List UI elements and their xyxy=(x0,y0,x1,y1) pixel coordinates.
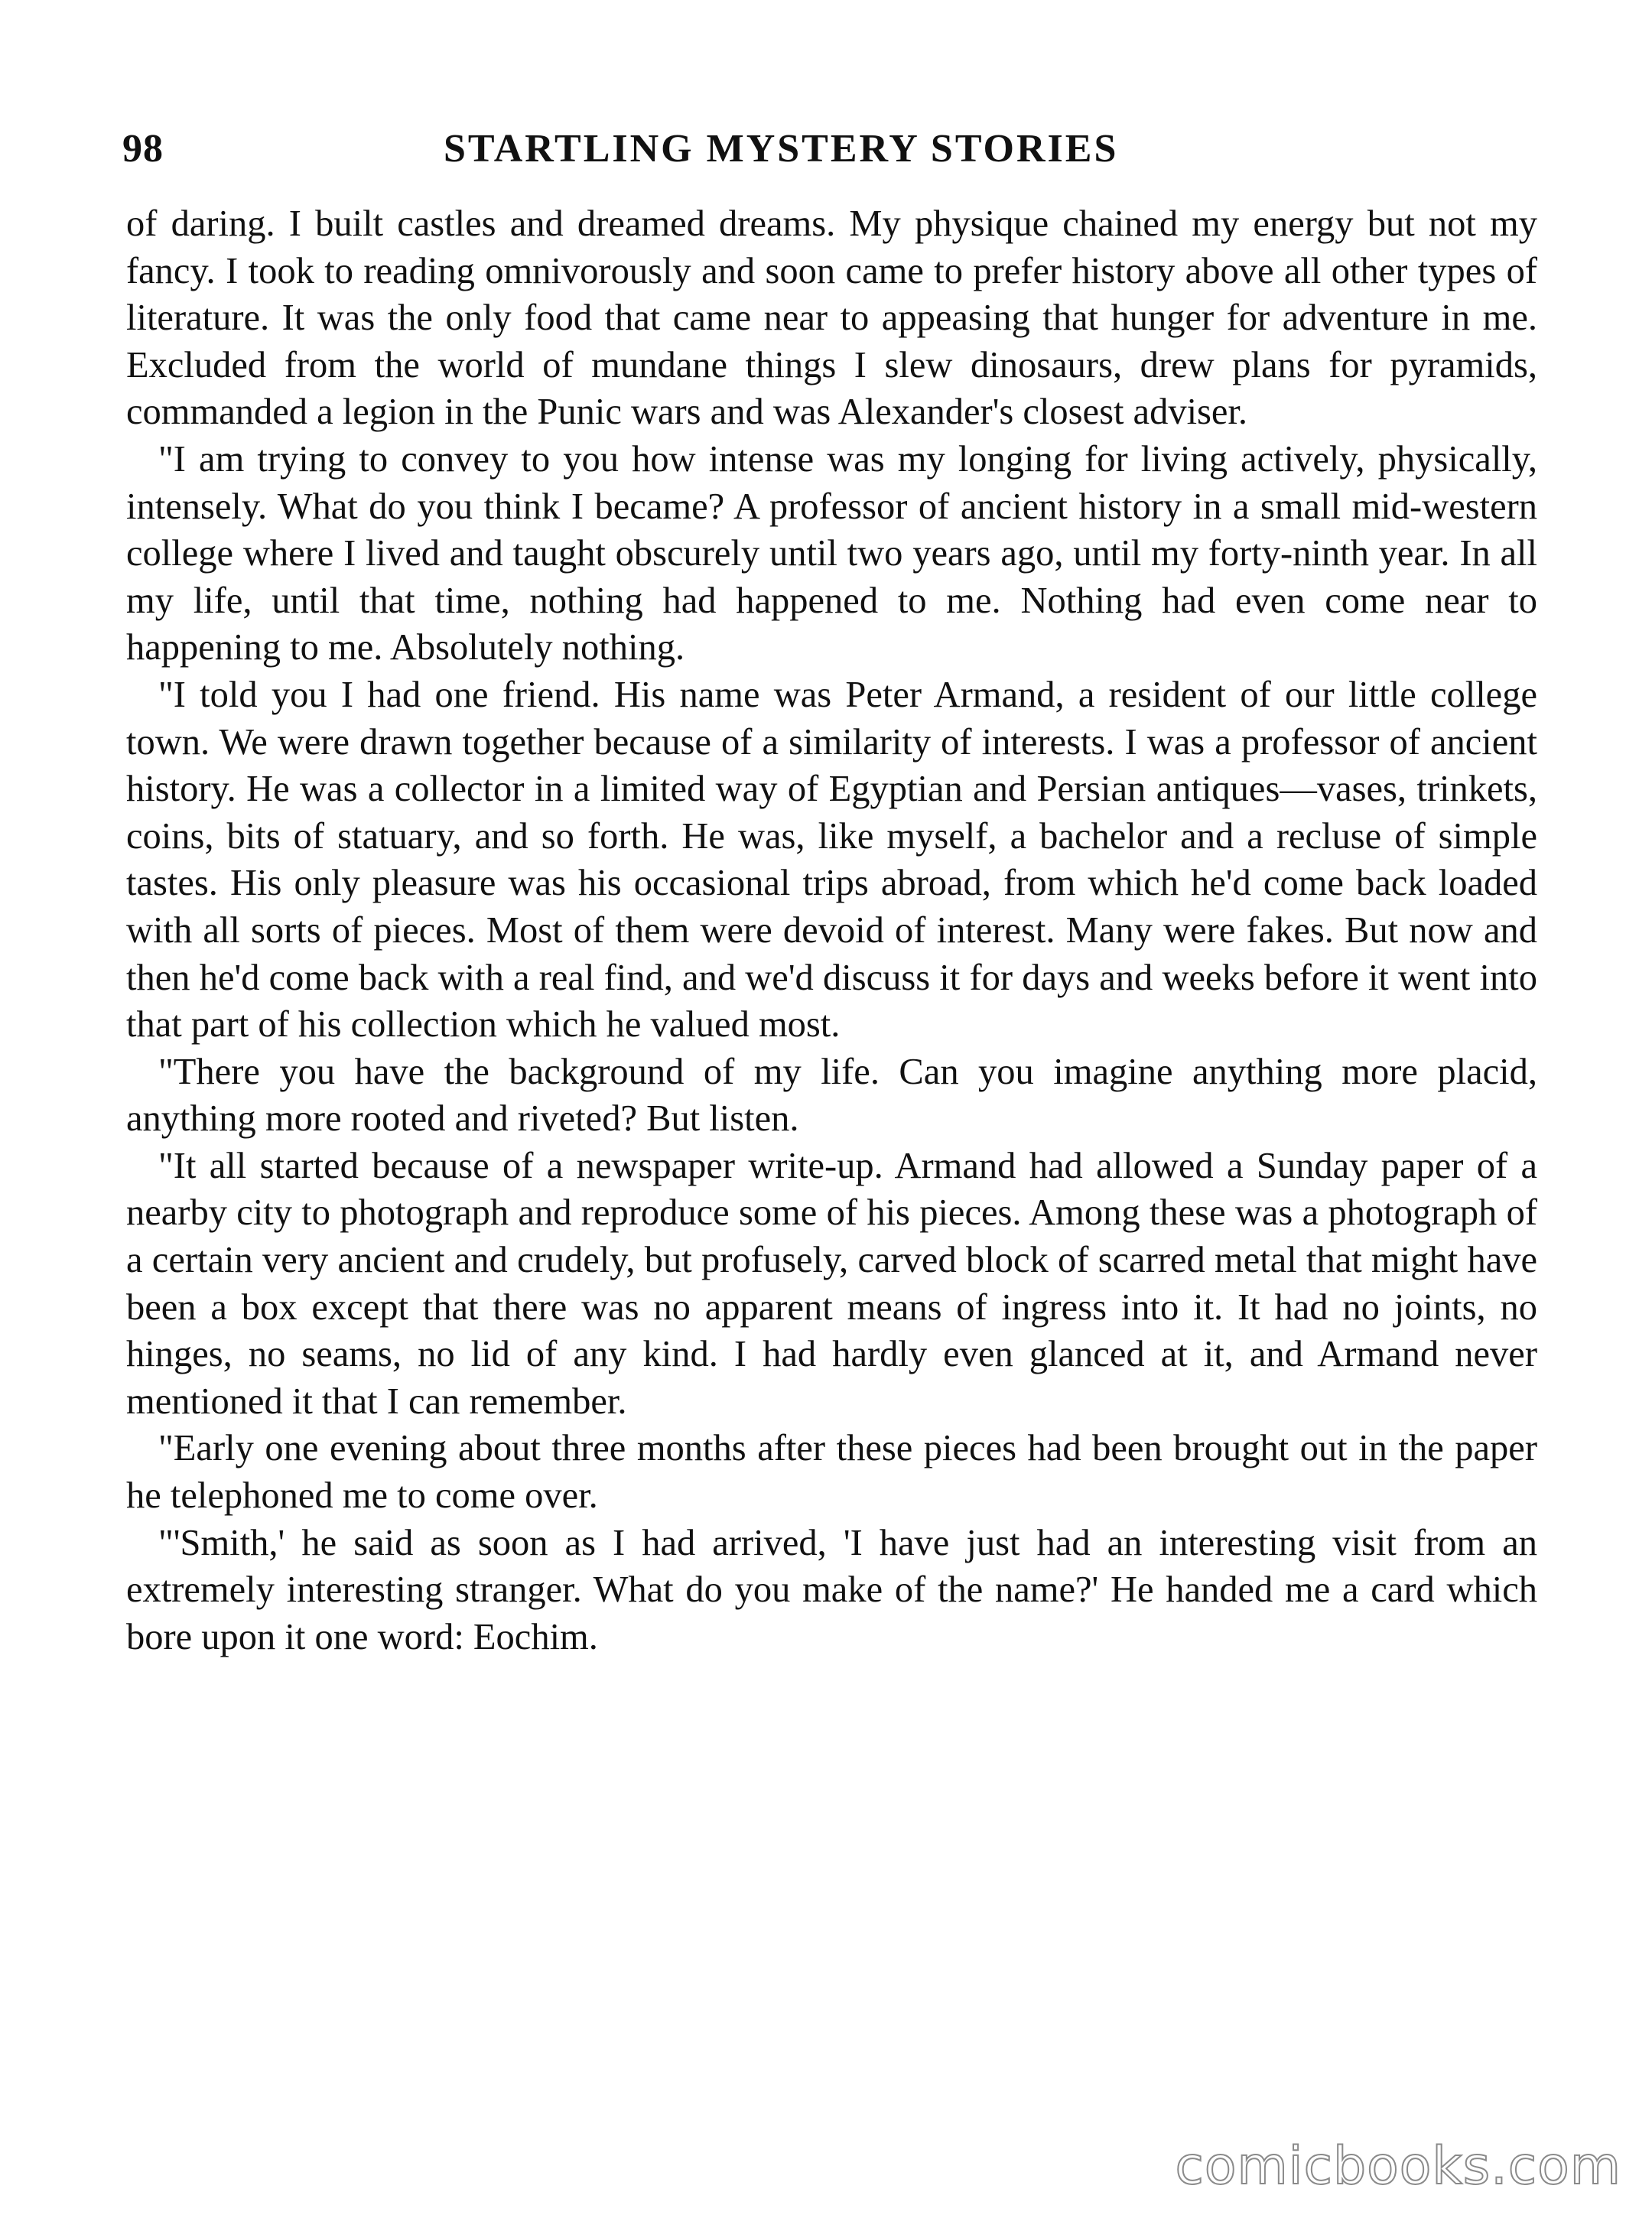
paragraph: "It all started because of a newspaper write-up. Armand had allowed a Sunday paper of a nearby city to photograph and reproduce some of his pieces. Among these was a photograph of a certain very ancient and crudely, but profusely, carved block of scarred metal that might have been a box except that there was no apparent means of ingress into it. It had no joints, no hinges, no seams, no lid of any kind. I had hardly even glanced at it, and Armand never mentioned it that I can remember. xyxy=(126,1145,1537,1422)
paragraph: of daring. I built castles and dreamed dreams. My physique chained my energy but not my fancy. I took to reading omnivorously and soon came to prefer history above all other types of literature. It was the only food that came near to appeasing that hunger for adventure in me. Excluded from the world of mundane things I slew dinosaurs, drew plans for pyramids, commanded a legion in the Punic wars and was Alexander's closest adviser. xyxy=(126,203,1537,433)
paragraph: "I told you I had one friend. His name was Peter Armand, a resident of our little college town. We were drawn together because of a similarity of interests. I was a professor of ancient history. He was a collector in a limited way of Egyptian and Persian antiques—vases, trinkets, coins, bits of statuary, and so forth. He was, like myself, a bachelor and a recluse of simple tastes. His only pleasure was his occasional trips abroad, from which he'd come back loaded with all sorts of pieces. Most of them were devoid of interest. Many were fakes. But now and then he'd come back with a real find, and we'd discuss it for days and weeks before it went into that part of his collection which he valued most. xyxy=(126,674,1537,1046)
page-header xyxy=(122,126,1537,180)
page-number: 98 xyxy=(122,127,164,171)
story-text xyxy=(126,200,1537,1660)
paragraph: "Early one evening about three months after these pieces had been brought out in the paper he telephoned me to come over. xyxy=(126,1428,1537,1517)
paragraph: "I am trying to convey to you how intense was my longing for living actively, physically, intensely. What do you think I became? A professor of ancient history in a small mid-western college where I lived and taught obscurely until two years ago, until my forty-ninth year. In all my life, until that time, nothing had happened to me. Nothing had even come near to happening to me. Absolutely nothing. xyxy=(126,438,1537,668)
paragraph: "There you have the background of my life. Can you imagine anything more placid, anything more rooted and riveted? But listen. xyxy=(126,1051,1537,1140)
paragraph: "'Smith,' he said as soon as I had arrived, 'I have just had an interesting visit from an extremely interesting stranger. What do you make of the name?' He handed me a card which bore upon it one word: Eochim. xyxy=(126,1522,1537,1657)
watermark: comicbooks.com xyxy=(1175,2136,1621,2197)
running-title: STARTLING MYSTERY STORIES xyxy=(444,127,1119,171)
